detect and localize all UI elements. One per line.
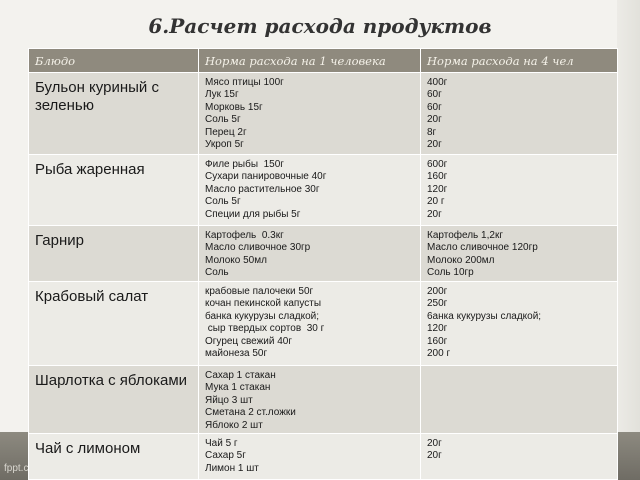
table-row xyxy=(29,434,618,480)
per-person-amounts: Чай 5 г Сахар 5г Лимон 1 шт xyxy=(199,434,421,480)
table-row xyxy=(29,73,618,155)
dish-name: Рыба жаренная xyxy=(29,155,199,226)
table-header-row xyxy=(29,49,618,73)
table-row xyxy=(29,366,618,434)
per-four-amounts: 400г 60г 60г 20г 8г 20г xyxy=(421,73,618,155)
background-right-edge xyxy=(617,0,640,432)
dish-name: Гарнир xyxy=(29,226,199,282)
product-consumption-table xyxy=(28,48,618,480)
slide-title: 6.Расчет расхода продуктов xyxy=(148,14,492,38)
per-four-amounts: 600г 160г 120г 20 г 20г xyxy=(421,155,618,226)
watermark: fppt.c xyxy=(4,463,29,474)
per-person-amounts: Филе рыбы 150г Сухари панировочные 40г Масло растительное 30г Соль 5г Специи для рыбы 5г xyxy=(199,155,421,226)
per-person-amounts: Сахар 1 стакан Мука 1 стакан Яйцо 3 шт Сметана 2 ст.ложки Яблоко 2 шт xyxy=(199,366,421,434)
dish-name: Бульон куриный с зеленью xyxy=(29,73,199,155)
per-four-amounts: 20г 20г xyxy=(421,434,618,480)
per-four-amounts xyxy=(421,366,618,434)
per-four-amounts: 200г 250г 6анка кукурузы сладкой; 120г 160г 200 г xyxy=(421,282,618,366)
header-per-person: Норма расхода на 1 человека xyxy=(199,49,421,73)
header-dish: Блюдо xyxy=(29,49,199,73)
dish-name: Шарлотка с яблоками xyxy=(29,366,199,434)
dish-name: Крабовый салат xyxy=(29,282,199,366)
per-four-amounts: Картофель 1,2кг Масло сливочное 120гр Молоко 200мл Соль 10гр xyxy=(421,226,618,282)
header-per-four: Норма расхода на 4 чел xyxy=(421,49,618,73)
per-person-amounts: крабовые палочеки 50г кочан пекинской капусты банка кукурузы сладкой; сыр твердых сортов 30 г Огурец свежий 40г майонеза 50г xyxy=(199,282,421,366)
dish-name: Чай с лимоном xyxy=(29,434,199,480)
table-row xyxy=(29,282,618,366)
table-row xyxy=(29,226,618,282)
per-person-amounts: Картофель 0.3кг Масло сливочное 30гр Молоко 50мл Соль xyxy=(199,226,421,282)
table-row xyxy=(29,155,618,226)
per-person-amounts: Мясо птицы 100г Лук 15г Морковь 15г Соль 5г Перец 2г Укроп 5г xyxy=(199,73,421,155)
